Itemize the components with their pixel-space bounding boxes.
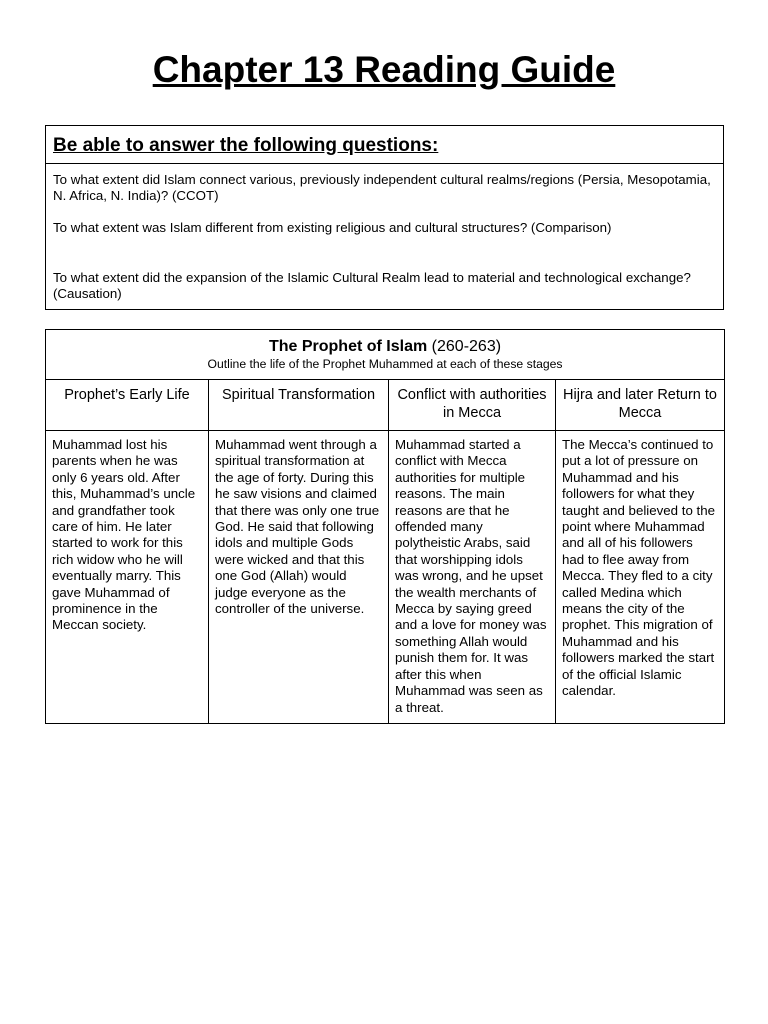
prophet-table-header (46, 330, 725, 380)
column-header-hijra-return: Hijra and later Return to Mecca (556, 380, 725, 431)
answer-early-life: Muhammad lost his parents when he was only 6 years old. After this, Muhammad’s uncle and grandfather took care of him. He later started to work for this rich widow who he will eventually marry. This gave Muhammad of prominence in the Meccan society. (46, 431, 209, 724)
prophet-table (45, 329, 725, 724)
questions-body (46, 164, 723, 309)
column-header-spiritual-transformation: Spiritual Transformation (209, 380, 389, 431)
questions-box (45, 125, 724, 310)
question-2: To what extent was Islam different from existing religious and cultural structures? (Comparison) (53, 220, 612, 235)
answer-conflict-mecca: Muhammad started a conflict with Mecca authorities for multiple reasons. The main reasons are that he offended many polytheistic Arabs, said that worshipping idols was wrong, and he upset the wealth merchants of Mecca by saying greed and a love for money was something Allah would punish them for. It was after this when Muhammad was seen as a threat. (389, 431, 556, 724)
question-3: To what extent did the expansion of the Islamic Cultural Realm lead to material and technological exchange? (Causation) (53, 270, 691, 301)
answer-hijra-return: The Mecca’s continued to put a lot of pressure on Muhammad and his followers for what they taught and believed to the point where Muhammad and all of his followers had to flee away from Mecca. They fled to a city called Medina which means the city of the prophet. This migration of Muhammad and his followers marked the start of the official Islamic calendar. (556, 431, 725, 724)
question-1: To what extent did Islam connect various, previously independent cultural realms/regions (Persia, Mesopotamia, N. Africa, N. India)? (CCOT) (53, 172, 711, 203)
prophet-table-pages: (260-263) (431, 338, 502, 355)
column-header-conflict-mecca: Conflict with authorities in Mecca (389, 380, 556, 431)
column-header-early-life: Prophet’s Early Life (46, 380, 209, 431)
prophet-table-title: The Prophet of Islam (268, 338, 428, 355)
page-title: Chapter 13 Reading Guide (152, 49, 616, 90)
questions-heading: Be able to answer the following questions: (46, 126, 723, 164)
answer-spiritual-transformation: Muhammad went through a spiritual transformation at the age of forty. During this he saw visions and claimed that there was only one true God. He said that following idols and multiple Gods were wicked and that this one God (Allah) would judge everyone as the controller of the universe. (209, 431, 389, 724)
prophet-table-subtitle: Outline the life of the Prophet Muhammed at each of these stages (207, 357, 563, 371)
